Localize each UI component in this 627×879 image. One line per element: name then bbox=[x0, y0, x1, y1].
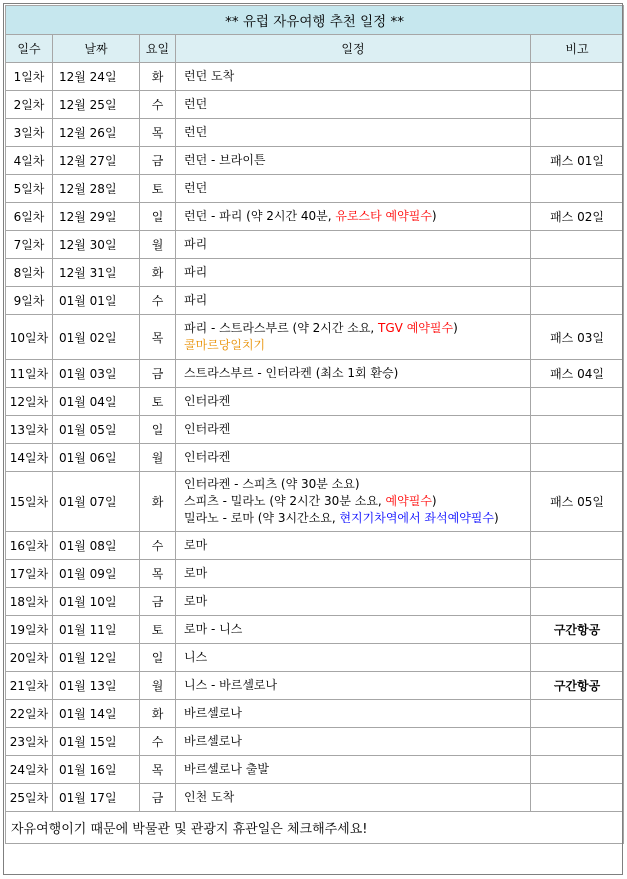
schedule-text: 인터라켄 bbox=[184, 422, 231, 436]
day-cell: 25일차 bbox=[6, 784, 53, 812]
schedule-line bbox=[184, 705, 530, 722]
table-row bbox=[6, 63, 624, 91]
note-cell: 패스 05일 bbox=[531, 472, 624, 532]
schedule-cell bbox=[176, 287, 531, 315]
schedule-cell bbox=[176, 700, 531, 728]
schedule-text: 런던 bbox=[184, 97, 208, 111]
date-cell: 01월 16일 bbox=[53, 756, 140, 784]
date-cell: 01월 06일 bbox=[53, 444, 140, 472]
table-row bbox=[6, 728, 624, 756]
day-cell: 10일차 bbox=[6, 315, 53, 360]
day-cell: 22일차 bbox=[6, 700, 53, 728]
weekday-cell: 화 bbox=[140, 700, 176, 728]
schedule-text: ) bbox=[453, 321, 458, 335]
schedule-text: 로마 bbox=[184, 538, 208, 552]
weekday-cell: 금 bbox=[140, 360, 176, 388]
table-row bbox=[6, 756, 624, 784]
schedule-highlight: TGV 예약필수 bbox=[378, 321, 454, 335]
note-cell bbox=[531, 287, 624, 315]
day-cell: 23일차 bbox=[6, 728, 53, 756]
schedule-cell bbox=[176, 532, 531, 560]
schedule-text: 로마 bbox=[184, 594, 208, 608]
note-cell bbox=[531, 416, 624, 444]
note-cell bbox=[531, 588, 624, 616]
schedule-cell bbox=[176, 560, 531, 588]
schedule-text: 런던 bbox=[184, 181, 208, 195]
schedule-line bbox=[184, 537, 530, 554]
weekday-cell: 목 bbox=[140, 560, 176, 588]
schedule-cell bbox=[176, 91, 531, 119]
day-cell: 19일차 bbox=[6, 616, 53, 644]
schedule-text: 니스 - 바르셀로나 bbox=[184, 678, 278, 692]
date-cell: 01월 01일 bbox=[53, 287, 140, 315]
schedule-text: 파리 - 스트라스부르 (약 2시간 소요, bbox=[184, 321, 379, 335]
schedule-line bbox=[184, 449, 530, 466]
table-row bbox=[6, 588, 624, 616]
schedule-cell bbox=[176, 756, 531, 784]
schedule-text: 파리 bbox=[184, 293, 208, 307]
weekday-cell: 화 bbox=[140, 63, 176, 91]
day-cell: 5일차 bbox=[6, 175, 53, 203]
weekday-cell: 화 bbox=[140, 259, 176, 287]
weekday-cell: 일 bbox=[140, 416, 176, 444]
schedule-highlight: 예약필수 bbox=[385, 494, 432, 508]
schedule-text: 바르셀로나 bbox=[184, 734, 242, 748]
schedule-text: 런던 bbox=[184, 125, 208, 139]
table-row bbox=[6, 147, 624, 175]
note-cell: 구간항공 bbox=[531, 616, 624, 644]
weekday-cell: 토 bbox=[140, 388, 176, 416]
schedule-line bbox=[184, 733, 530, 750]
note-cell: 패스 04일 bbox=[531, 360, 624, 388]
table-row bbox=[6, 287, 624, 315]
schedule-text: 인터라켄 bbox=[184, 394, 231, 408]
footer-note: 자유여행이기 때문에 박물관 및 관광지 휴관일은 체크해주세요! bbox=[6, 812, 624, 844]
date-cell: 12월 28일 bbox=[53, 175, 140, 203]
date-cell: 01월 17일 bbox=[53, 784, 140, 812]
itinerary-table bbox=[5, 5, 624, 844]
note-cell bbox=[531, 700, 624, 728]
weekday-cell: 수 bbox=[140, 532, 176, 560]
schedule-line bbox=[184, 421, 530, 438]
date-cell: 12월 31일 bbox=[53, 259, 140, 287]
day-cell: 18일차 bbox=[6, 588, 53, 616]
weekday-cell: 수 bbox=[140, 91, 176, 119]
table-row bbox=[6, 616, 624, 644]
table-row bbox=[6, 444, 624, 472]
date-cell: 01월 08일 bbox=[53, 532, 140, 560]
note-cell bbox=[531, 444, 624, 472]
schedule-cell bbox=[176, 444, 531, 472]
schedule-cell bbox=[176, 728, 531, 756]
schedule-line bbox=[184, 677, 530, 694]
schedule-cell bbox=[176, 616, 531, 644]
date-cell: 12월 27일 bbox=[53, 147, 140, 175]
day-cell: 24일차 bbox=[6, 756, 53, 784]
itinerary-rows bbox=[6, 63, 624, 812]
day-cell: 2일차 bbox=[6, 91, 53, 119]
day-cell: 9일차 bbox=[6, 287, 53, 315]
day-cell: 17일차 bbox=[6, 560, 53, 588]
schedule-line bbox=[184, 124, 530, 141]
day-cell: 12일차 bbox=[6, 388, 53, 416]
table-row bbox=[6, 231, 624, 259]
schedule-cell bbox=[176, 119, 531, 147]
date-cell: 01월 13일 bbox=[53, 672, 140, 700]
day-cell: 15일차 bbox=[6, 472, 53, 532]
weekday-cell: 수 bbox=[140, 287, 176, 315]
header-schedule: 일정 bbox=[176, 35, 531, 63]
note-cell: 패스 01일 bbox=[531, 147, 624, 175]
table-row bbox=[6, 203, 624, 231]
table-row bbox=[6, 672, 624, 700]
header-note: 비고 bbox=[531, 35, 624, 63]
table-row bbox=[6, 259, 624, 287]
schedule-line bbox=[184, 789, 530, 806]
schedule-line bbox=[184, 236, 530, 253]
table-row bbox=[6, 472, 624, 532]
schedule-text: ) bbox=[431, 209, 437, 223]
table-row bbox=[6, 360, 624, 388]
schedule-cell bbox=[176, 416, 531, 444]
header-day: 일수 bbox=[6, 35, 53, 63]
schedule-cell bbox=[176, 388, 531, 416]
note-cell bbox=[531, 91, 624, 119]
schedule-cell bbox=[176, 472, 531, 532]
schedule-cell bbox=[176, 203, 531, 231]
note-cell bbox=[531, 784, 624, 812]
schedule-cell bbox=[176, 784, 531, 812]
schedule-text: 바르셀로나 bbox=[184, 706, 242, 720]
weekday-cell: 수 bbox=[140, 728, 176, 756]
schedule-text: 스피츠 - 밀라노 (약 2시간 30분 소요, bbox=[184, 494, 386, 508]
schedule-cell bbox=[176, 175, 531, 203]
schedule-cell bbox=[176, 644, 531, 672]
schedule-cell bbox=[176, 231, 531, 259]
schedule-cell bbox=[176, 672, 531, 700]
day-cell: 14일차 bbox=[6, 444, 53, 472]
schedule-line bbox=[184, 565, 530, 582]
day-cell: 7일차 bbox=[6, 231, 53, 259]
schedule-highlight: 유로스타 예약필수 bbox=[335, 209, 432, 223]
date-cell: 01월 07일 bbox=[53, 472, 140, 532]
note-cell bbox=[531, 119, 624, 147]
date-cell: 01월 04일 bbox=[53, 388, 140, 416]
table-row bbox=[6, 91, 624, 119]
schedule-cell bbox=[176, 259, 531, 287]
header-row bbox=[6, 35, 624, 63]
header-date: 날짜 bbox=[53, 35, 140, 63]
schedule-line bbox=[184, 152, 530, 169]
schedule-text: 바르셀로나 출발 bbox=[184, 762, 269, 776]
schedule-text: 런던 도착 bbox=[184, 69, 235, 83]
schedule-text: 스트라스부르 - 인터라켄 (최소 1회 환승) bbox=[184, 366, 399, 380]
day-cell: 13일차 bbox=[6, 416, 53, 444]
table-row bbox=[6, 175, 624, 203]
date-cell: 12월 26일 bbox=[53, 119, 140, 147]
schedule-line bbox=[184, 510, 530, 527]
table-row bbox=[6, 700, 624, 728]
schedule-line bbox=[184, 393, 530, 410]
schedule-text: 런던 - 브라이튼 bbox=[184, 153, 266, 167]
schedule-line bbox=[184, 337, 530, 354]
weekday-cell: 월 bbox=[140, 231, 176, 259]
day-cell: 20일차 bbox=[6, 644, 53, 672]
date-cell: 01월 02일 bbox=[53, 315, 140, 360]
schedule-line bbox=[184, 320, 530, 337]
schedule-cell bbox=[176, 588, 531, 616]
weekday-cell: 금 bbox=[140, 147, 176, 175]
date-cell: 12월 25일 bbox=[53, 91, 140, 119]
weekday-cell: 금 bbox=[140, 784, 176, 812]
weekday-cell: 일 bbox=[140, 644, 176, 672]
schedule-line bbox=[184, 761, 530, 778]
date-cell: 12월 30일 bbox=[53, 231, 140, 259]
note-cell bbox=[531, 175, 624, 203]
schedule-text: 인터라켄 - 스피츠 (약 30분 소요) bbox=[184, 477, 360, 491]
weekday-cell: 목 bbox=[140, 315, 176, 360]
schedule-text: 밀라노 - 로마 (약 3시간소요, bbox=[184, 511, 340, 525]
note-cell: 패스 02일 bbox=[531, 203, 624, 231]
schedule-text: 로마 - 니스 bbox=[184, 622, 243, 636]
note-cell bbox=[531, 728, 624, 756]
schedule-cell bbox=[176, 147, 531, 175]
note-cell: 구간항공 bbox=[531, 672, 624, 700]
weekday-cell: 월 bbox=[140, 444, 176, 472]
table-title: ** 유럽 자유여행 추천 일정 ** bbox=[6, 6, 624, 35]
table-row bbox=[6, 644, 624, 672]
weekday-cell: 금 bbox=[140, 588, 176, 616]
note-cell: 패스 03일 bbox=[531, 315, 624, 360]
table-row bbox=[6, 388, 624, 416]
date-cell: 01월 09일 bbox=[53, 560, 140, 588]
weekday-cell: 일 bbox=[140, 203, 176, 231]
table-row bbox=[6, 119, 624, 147]
date-cell: 01월 11일 bbox=[53, 616, 140, 644]
schedule-line bbox=[184, 264, 530, 281]
weekday-cell: 토 bbox=[140, 175, 176, 203]
date-cell: 01월 15일 bbox=[53, 728, 140, 756]
schedule-line bbox=[184, 493, 530, 510]
schedule-text: ) bbox=[431, 494, 437, 508]
weekday-cell: 토 bbox=[140, 616, 176, 644]
schedule-cell bbox=[176, 315, 531, 360]
schedule-cell bbox=[176, 360, 531, 388]
note-cell bbox=[531, 756, 624, 784]
schedule-line bbox=[184, 476, 530, 493]
day-cell: 11일차 bbox=[6, 360, 53, 388]
schedule-highlight: 콜마르당일치기 bbox=[184, 338, 266, 352]
date-cell: 01월 10일 bbox=[53, 588, 140, 616]
day-cell: 3일차 bbox=[6, 119, 53, 147]
weekday-cell: 월 bbox=[140, 672, 176, 700]
note-cell bbox=[531, 259, 624, 287]
schedule-line bbox=[184, 96, 530, 113]
schedule-line bbox=[184, 292, 530, 309]
note-cell bbox=[531, 560, 624, 588]
date-cell: 01월 03일 bbox=[53, 360, 140, 388]
note-cell bbox=[531, 63, 624, 91]
schedule-line bbox=[184, 68, 530, 85]
table-row bbox=[6, 416, 624, 444]
schedule-text: 인터라켄 bbox=[184, 450, 231, 464]
note-cell bbox=[531, 532, 624, 560]
day-cell: 8일차 bbox=[6, 259, 53, 287]
date-cell: 01월 14일 bbox=[53, 700, 140, 728]
schedule-text: ) bbox=[493, 511, 499, 525]
day-cell: 16일차 bbox=[6, 532, 53, 560]
table-row bbox=[6, 784, 624, 812]
schedule-line bbox=[184, 208, 530, 225]
schedule-text: 인천 도착 bbox=[184, 790, 235, 804]
schedule-line bbox=[184, 621, 530, 638]
schedule-cell bbox=[176, 63, 531, 91]
weekday-cell: 화 bbox=[140, 472, 176, 532]
table-row bbox=[6, 532, 624, 560]
schedule-line bbox=[184, 365, 530, 382]
date-cell: 12월 29일 bbox=[53, 203, 140, 231]
date-cell: 01월 05일 bbox=[53, 416, 140, 444]
date-cell: 01월 12일 bbox=[53, 644, 140, 672]
schedule-line bbox=[184, 593, 530, 610]
schedule-text: 런던 - 파리 (약 2시간 40분, bbox=[184, 209, 336, 223]
schedule-text: 로마 bbox=[184, 566, 208, 580]
day-cell: 1일차 bbox=[6, 63, 53, 91]
note-cell bbox=[531, 388, 624, 416]
day-cell: 6일차 bbox=[6, 203, 53, 231]
day-cell: 4일차 bbox=[6, 147, 53, 175]
schedule-text: 파리 bbox=[184, 265, 208, 279]
note-cell bbox=[531, 644, 624, 672]
weekday-cell: 목 bbox=[140, 119, 176, 147]
schedule-text: 니스 bbox=[184, 650, 208, 664]
schedule-highlight: 현지기차역에서 좌석예약필수 bbox=[339, 511, 494, 525]
schedule-line bbox=[184, 649, 530, 666]
date-cell: 12월 24일 bbox=[53, 63, 140, 91]
table-row bbox=[6, 315, 624, 360]
schedule-line bbox=[184, 180, 530, 197]
day-cell: 21일차 bbox=[6, 672, 53, 700]
weekday-cell: 목 bbox=[140, 756, 176, 784]
header-dow: 요일 bbox=[140, 35, 176, 63]
table-row bbox=[6, 560, 624, 588]
schedule-text: 파리 bbox=[184, 237, 208, 251]
note-cell bbox=[531, 231, 624, 259]
